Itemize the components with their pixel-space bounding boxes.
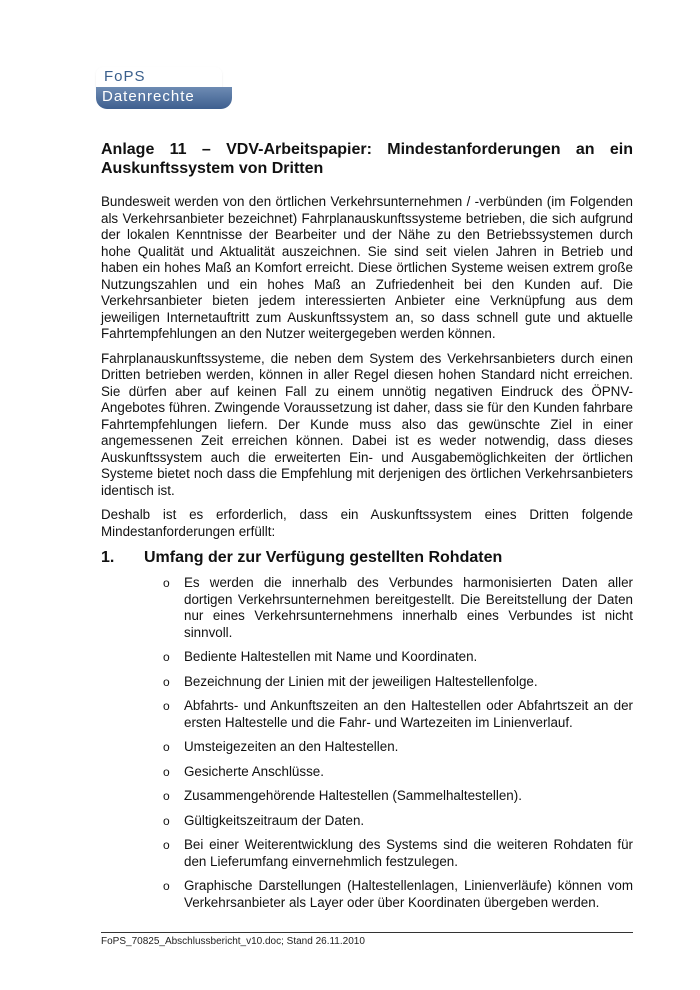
requirements-list	[101, 575, 633, 911]
bullet-icon: o	[163, 838, 170, 852]
list-item-text: Gesicherte Anschlüsse.	[184, 763, 324, 779]
logo-bottom-band	[96, 87, 232, 109]
list-item	[101, 878, 633, 911]
list-item	[101, 739, 633, 756]
list-item-text: Graphische Darstellungen (Haltestellenlagen, Linienverläufe) können vom Verkehrsanbieter als Layer oder über Koordinaten übergeben werden.	[184, 878, 633, 910]
logo-line1: FoPS	[104, 68, 146, 85]
section-heading	[101, 548, 633, 567]
paragraph: Fahrplanauskunftssysteme, die neben dem System des Verkehrsanbieters durch einen Dritten betrieben werden, können in aller Regel diesen hohen Standard nicht erreichen. Sie dürfen aber auf keinen Fall zu einem unnötig negativen Eindruck des ÖPNV-Angebotes führen. Zwingende Voraussetzung ist daher, dass sie für den Kunden fahrbare Fahrtempfehlungen liefern. Der Kunde muss also das gewünschte Ziel in einer angemessenen Zeit erreichen können. Dabei ist es weder notwendig, dass dieses Auskunftssystem auch die erweiterten Ein- und Ausgabemöglichkeiten der örtlichen Systeme bietet noch dass die Empfehlung mit derjenigen des örtlichen Verkehrsanbieters identisch ist.	[101, 350, 633, 498]
bullet-icon: o	[163, 650, 170, 664]
list-item	[101, 649, 633, 666]
list-item-text: Umsteigezeiten an den Haltestellen.	[184, 739, 399, 754]
page-footer	[101, 932, 633, 947]
logo-top-band	[96, 67, 222, 89]
paragraph: Deshalb ist es erforderlich, dass ein Auskunftssystem eines Dritten folgende Mindestanforderungen erfüllt:	[101, 507, 633, 539]
list-item-text: Zusammengehörende Haltestellen (Sammelhaltestellen).	[184, 788, 522, 803]
list-item-text: Abfahrts- und Ankunftszeiten an den Haltestellen oder Abfahrtszeit an der ersten Haltestelle und die Fahr- und Wartezeiten im Linienverlauf.	[184, 698, 633, 730]
bullet-icon: o	[163, 764, 170, 779]
document-title: Anlage 11 – VDV-Arbeitspapier: Mindestanforderungen an ein Auskunftssystem von Dritten	[101, 141, 633, 177]
section-title: Umfang der zur Verfügung gestellten Rohdaten	[144, 549, 503, 566]
list-item-text: Bediente Haltestellen mit Name und Koordinaten.	[184, 649, 478, 664]
bullet-icon: o	[163, 576, 170, 590]
list-item	[101, 575, 633, 641]
bullet-icon: o	[163, 879, 170, 893]
document-body	[101, 140, 633, 919]
bullet-icon: o	[163, 813, 170, 828]
paragraph: Bundesweit werden von den örtlichen Verkehrsunternehmen / -verbünden (im Folgenden als Verkehrsanbieter bezeichnet) Fahrplanauskunftssysteme betrieben, die sich aufgrund der lokalen Kenntnisse der Bearbeiter und der Nähe zu den Betriebssystemen durch hohe Qualität und Aktualität auszeichnen. Sie sind seit vielen Jahren in Betrieb und haben ein hohes Maß an Komfort erreicht. Diese örtlichen Systeme weisen extrem große Nutzungszahlen und ein hohes Maß an Zufriedenheit bei den Kunden auf. Die Verkehrsanbieter bieten jedem interessierten Anbieter eine Verknüpfung aus dem jeweiligen Internetauftritt zum Auskunftssystem an, so dass schnell gute und aktuelle Fahrtempfehlungen an den Nutzer weitergegeben werden können.	[101, 194, 633, 341]
section-number: 1.	[101, 549, 115, 566]
bullet-icon: o	[163, 740, 170, 754]
logo-line2: Datenrechte	[102, 88, 195, 105]
list-item-text: Es werden die innerhalb des Verbundes harmonisierten Daten aller dortigen Verkehrsunternehmen bereitgestellt. Die Bereitstellung der Daten nur eines Verkehrsunternehmens innerhalb eines Verbundes ist nicht sinnvoll.	[184, 575, 633, 640]
list-item-text: Bei einer Weiterentwicklung des Systems sind die weiteren Rohdaten für den Lieferumfang einvernehmlich festzulegen.	[184, 837, 633, 869]
list-item	[101, 764, 633, 781]
list-item	[101, 698, 633, 731]
bullet-icon: o	[163, 789, 170, 803]
list-item-text: Gültigkeitszeitraum der Daten.	[184, 812, 365, 828]
list-item	[101, 837, 633, 870]
list-item	[101, 674, 633, 691]
fops-logo	[96, 67, 232, 107]
footer-text: FoPS_70825_Abschlussbericht_v10.doc; Stand 26.11.2010	[101, 936, 365, 947]
bullet-icon: o	[163, 674, 170, 689]
list-item	[101, 788, 633, 805]
list-item	[101, 813, 633, 830]
bullet-icon: o	[163, 699, 170, 713]
list-item-text: Bezeichnung der Linien mit der jeweiligen Haltestellenfolge.	[184, 673, 538, 689]
